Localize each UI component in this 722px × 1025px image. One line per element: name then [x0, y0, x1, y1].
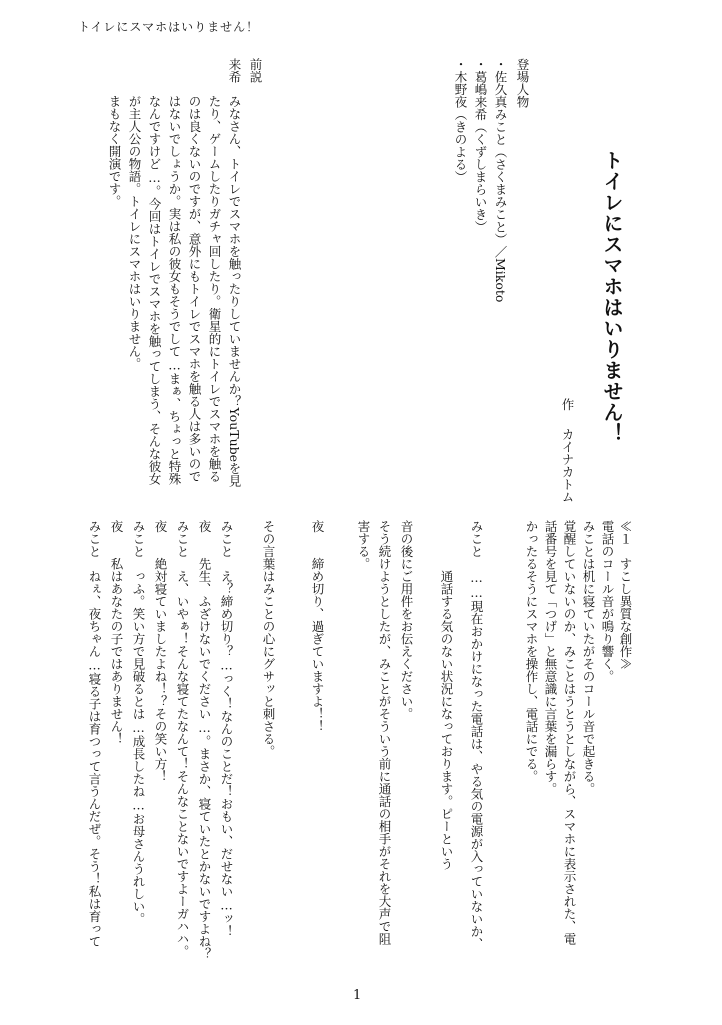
page-number: 1	[353, 988, 362, 1003]
preface-line: のは良くないのですが、意外にもトイレでスマホを触る人は多いので	[187, 95, 202, 483]
dialogue-line: みこと え？締め切り？…っく！なんのことだ！おもい、だせない…ッ！	[219, 520, 234, 938]
dialogue-line: みこと え、いやぁ！そんな寝てたなんて！そんなことないですよーガハハ。	[175, 520, 190, 958]
body-line: かったるそうにスマホを操作し、電話にでる。	[524, 520, 539, 783]
cast-heading: 登場人物	[515, 58, 530, 108]
dialogue-line: 通話する気のない状況になっております。ピーという	[439, 520, 454, 870]
body-line: その言葉はみことの心にグサッと刺さる。	[261, 520, 276, 758]
dialogue-line: 夜 私はあなたの子ではありません！	[109, 520, 124, 745]
dialogue-line: みこと ねぇ、夜ちゃん…寝る子は育つって言うんだぜ。そう！私は育って	[87, 520, 102, 948]
running-header: トイレにスマホはいりません！	[78, 20, 260, 34]
body-line: 電話のコール音が鳴り響く。	[600, 520, 615, 683]
cast-member: ・葛嶋来希（くずしまらいき）	[473, 58, 488, 233]
author-label: 作	[560, 398, 575, 411]
preface-speaker: 来希	[227, 58, 242, 83]
preface-line: みなさん、トイレでスマホを触ったりしていませんか？YouTubeを見	[227, 95, 242, 488]
cast-member: ・佐久真みこと（さくまみこと）／Mikoto	[493, 58, 508, 303]
body-line: 覚醒していないのか、みことはうとうとしながら、スマホに表示された、電	[562, 520, 577, 945]
dialogue-line: 夜 締め切り、過ぎていますよ！！	[310, 520, 325, 733]
preface-line: はないでしょうか。実は私の彼女もそうでして…まぁ、ちょっと特殊	[167, 95, 182, 485]
cast-member: ・木野夜（きのよる）	[453, 58, 468, 183]
section-heading: ≪１ すこし異質な創作≫	[618, 520, 633, 670]
page-title: トイレにスマホはいりません！	[600, 150, 624, 444]
preface-line: なんですけど…。今回はトイレでスマホを触ってしまう、そんな彼女	[147, 95, 162, 485]
dialogue-line: 夜 先生、ふざけないでください…。まさか、寝ていたとかないですよね？	[197, 520, 212, 960]
preface-heading: 前説	[248, 58, 263, 83]
body-line: そう続けようとしたが、みことがそういう前に通話の相手がそれを大声で阻	[377, 520, 392, 945]
preface-line: まもなく開演です。	[107, 95, 122, 208]
preface-line: が主人公の物語。トイレにスマホはいりません。	[127, 95, 142, 370]
dialogue-line: みこと ……現在おかけになった電話は、やる気の電源が入っていないか、	[469, 520, 484, 950]
preface-line: たり、ゲームしたりガチャ回したり。衛星的にトイレでスマホを触る	[207, 95, 222, 483]
body-line: 話番号を見て「つげ」と無意識に言葉を漏らす。	[543, 520, 558, 795]
body-line: 音の後にご用件をお伝えください。	[399, 520, 414, 720]
dialogue-line: みこと っふ。笑い方で見破るとは…成長したね…お母さんうれしい。	[131, 520, 146, 925]
author-name: カイナカトム	[560, 428, 575, 503]
body-line: みことは机に寝ていたがそのコール音で起きる。	[581, 520, 596, 795]
dialogue-line: 夜 絶対寝ていましたよね！？その笑い方！	[153, 520, 168, 783]
body-line: 害する。	[356, 520, 371, 570]
